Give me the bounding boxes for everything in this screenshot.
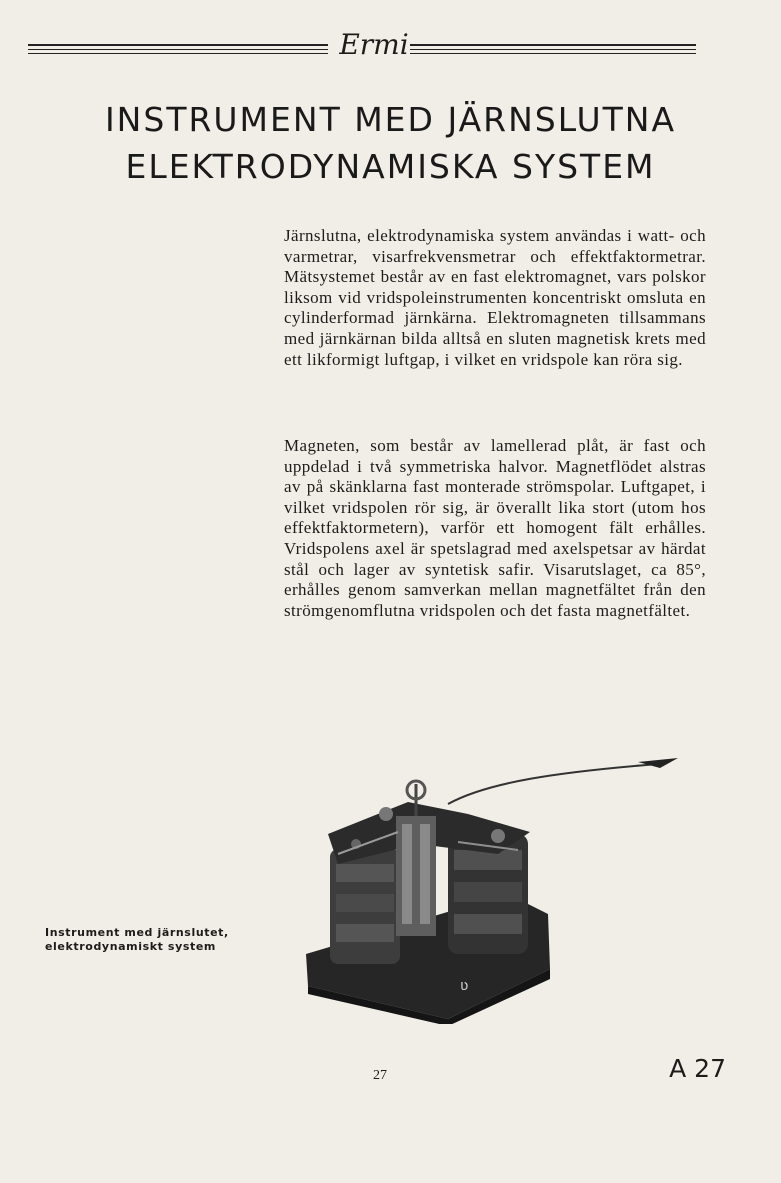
header-rule-right [410,44,696,57]
page-number: 27 [373,1068,387,1083]
header-rule-left [28,44,328,57]
body-paragraph-1: Järnslutna, elektrodynamiska system användas i watt- och varmetrar, visarfrekvensmetrar och effektfaktormetrar. Mätsystemet består av en fast elektromagnet, vars polskor liksom vid vridspoleinstrumenten koncentriskt omsluta en cylinderformad järnkärna. Elektromagneten tillsammans med järnkärnan bilda alltså en sluten magnetisk krets med ett likformigt luftgap, i vilket en vridspole kan röra sig. [284,226,706,369]
ermi-logo: Ermi [339,28,409,61]
instrument-photo-icon [298,754,684,1024]
body-paragraph-2: Magneten, som består av lamellerad plåt, är fast och uppdelad i två symmetriska halvor. Magnetflödet alstras av på skänklarna fast monterade strömspolar. Luftgapet, i vilket vridspolen rör sig, är överallt lika stort (utom hos effektfaktormetern), varför ett homogent fält erhålles. Vridspolens axel är spetslagrad med axelspetsar av härdat stål och lager av syntetisk safir. Visarutslaget, ca 85°, erhålles genom samverkan mellan magnetfältet från den strömgenomflutna vridspolen och det fasta magnetfältet. [284,436,706,620]
figure-caption: Instrument med järnslutet, elektrodynamiskt system [45,926,229,953]
page-title-line-1: INSTRUMENT MED JÄRNSLUTNA [104,100,677,139]
svg-text:ʋ: ʋ [460,978,469,994]
page-code: A 27 [669,1054,726,1083]
page-title-line-2: ELEKTRODYNAMISKA SYSTEM [125,147,656,186]
